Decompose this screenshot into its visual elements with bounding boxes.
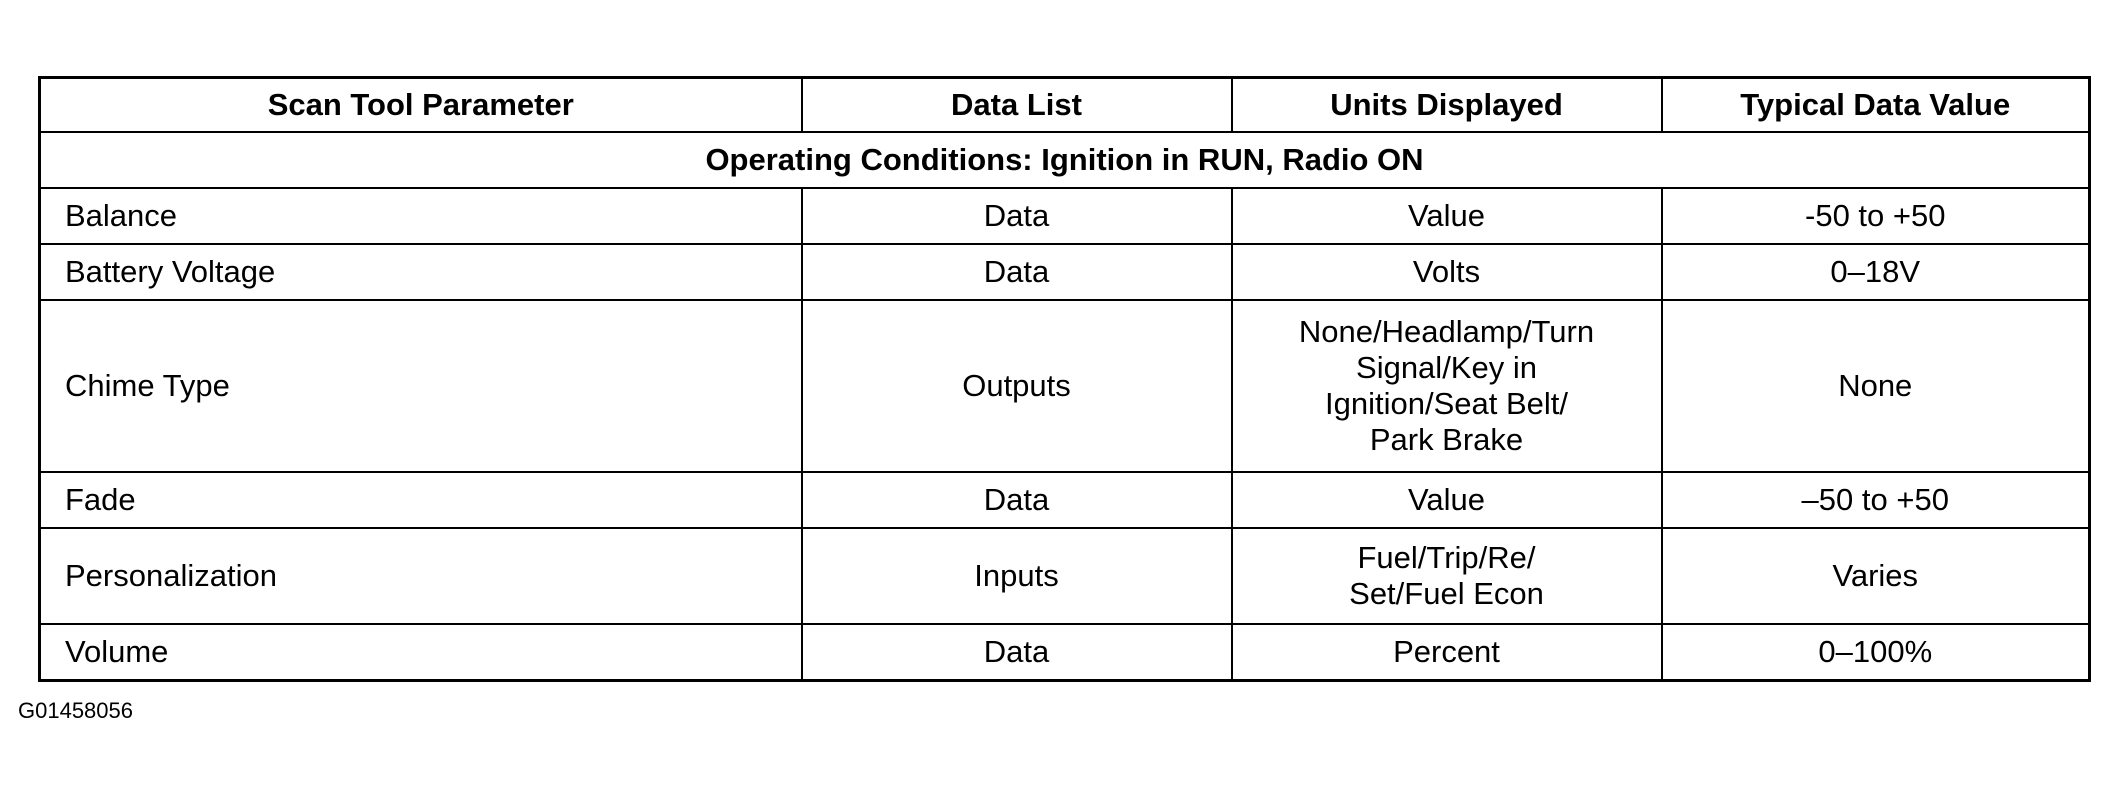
parameter-cell: Fade — [40, 472, 802, 528]
data-list-cell: Data — [802, 624, 1232, 681]
units-cell: Value — [1232, 188, 1662, 244]
header-row — [40, 78, 2090, 133]
header-units-displayed: Units Displayed — [1232, 78, 1662, 133]
typical-value-cell: -50 to +50 — [1662, 188, 2090, 244]
parameter-cell: Personalization — [40, 528, 802, 624]
units-line: Ignition/Seat Belt/ — [1325, 386, 1568, 421]
units-cell: Volts — [1232, 244, 1662, 300]
units-cell: Value — [1232, 472, 1662, 528]
data-list-cell: Data — [802, 472, 1232, 528]
header-typical-data-value: Typical Data Value — [1662, 78, 2090, 133]
scan-tool-table-container — [38, 76, 2088, 682]
parameter-cell: Chime Type — [40, 300, 802, 472]
units-line: Set/Fuel Econ — [1349, 576, 1544, 611]
table-row — [40, 528, 2090, 624]
parameter-cell: Battery Voltage — [40, 244, 802, 300]
units-cell — [1232, 528, 1662, 624]
data-list-cell: Outputs — [802, 300, 1232, 472]
parameter-cell: Volume — [40, 624, 802, 681]
typical-value-cell: None — [1662, 300, 2090, 472]
table-row — [40, 244, 2090, 300]
table-row — [40, 624, 2090, 681]
data-list-cell: Data — [802, 188, 1232, 244]
header-data-list: Data List — [802, 78, 1232, 133]
operating-conditions-cell: Operating Conditions: Ignition in RUN, Radio ON — [40, 132, 2090, 188]
operating-conditions-row — [40, 132, 2090, 188]
units-line: Park Brake — [1369, 422, 1524, 457]
data-list-cell: Data — [802, 244, 1232, 300]
typical-value-cell: –50 to +50 — [1662, 472, 2090, 528]
units-line: Fuel/Trip/Re/ — [1357, 540, 1536, 575]
table-row — [40, 300, 2090, 472]
data-list-cell: Inputs — [802, 528, 1232, 624]
units-line: None/Headlamp/Turn — [1298, 314, 1595, 349]
units-cell: Percent — [1232, 624, 1662, 681]
scan-tool-parameter-table — [38, 76, 2091, 682]
table-row — [40, 472, 2090, 528]
figure-id: G01458056 — [18, 698, 133, 723]
units-cell — [1232, 300, 1662, 472]
parameter-cell: Balance — [40, 188, 802, 244]
typical-value-cell: Varies — [1662, 528, 2090, 624]
typical-value-cell: 0–18V — [1662, 244, 2090, 300]
table-row — [40, 188, 2090, 244]
units-line: Signal/Key in — [1356, 350, 1537, 385]
typical-value-cell: 0–100% — [1662, 624, 2090, 681]
header-scan-tool-parameter: Scan Tool Parameter — [40, 78, 802, 133]
